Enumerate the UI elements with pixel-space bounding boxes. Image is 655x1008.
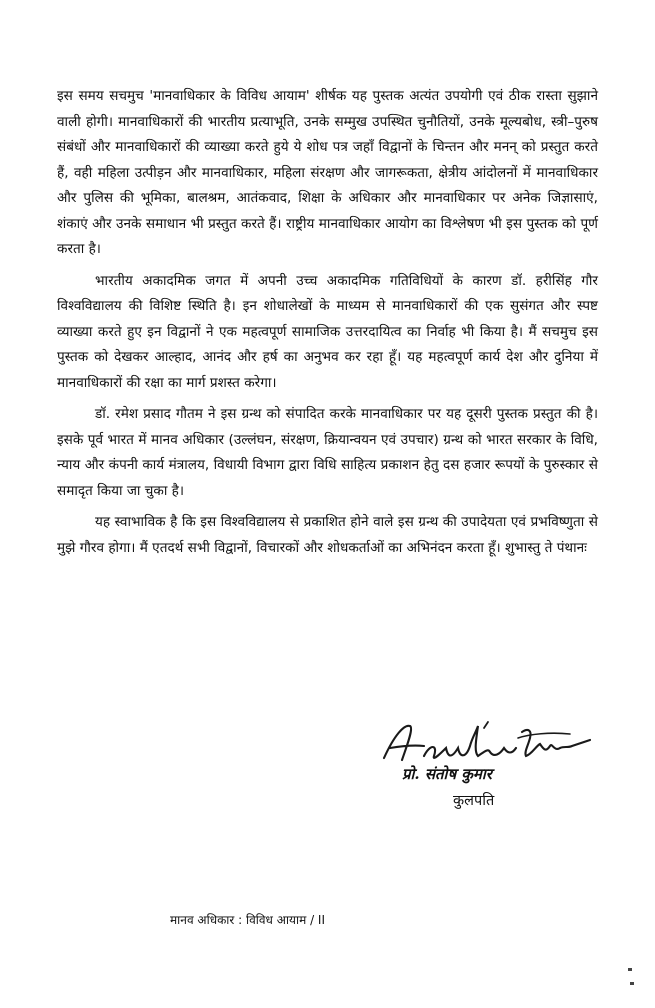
signature-block — [380, 718, 610, 809]
signer-name: प्रो. संतोष कुमार — [402, 765, 492, 783]
foreword-body — [57, 84, 598, 561]
paragraph-1: इस समय सचमुच 'मानवाधिकार के विविध आयाम' शीर्षक यह पुस्तक अत्यंत उपयोगी एवं ठीक रास्ता सुझाने वाली होगी। मानवाधिकारों की भारतीय प्रत्याभूति, उनके सम्मुख उपस्थित चुनौतियों, उनके मूल्यबोध, स्त्री–पुरुष संबंधों और मानवाधिकारों की व्याख्या करते हुये ये शोध पत्र जहाँ विद्वानों के चिन्तन और मनन् को प्रस्तुत करते हैं, वही महिला उत्पीड़न और मानवाधिकार, महिला संरक्षण और जागरूकता, क्षेत्रीय आंदोलनों में मानवाधिकार और पुलिस की भूमिका, बालश्रम, आतंकवाद, शिक्षा के अधिकार और मानवाधिकार पर अनेक जिज्ञासाएं, शंकाएं और उनके समाधान भी प्रस्तुत करते हैं। राष्ट्रीय मानवाधिकार आयोग का विश्लेषण भी इस पुस्तक को पूर्ण करता है। — [57, 88, 598, 257]
paragraph-4: यह स्वाभाविक है कि इस विश्वविद्यालय से प्रकाशित होने वाले इस ग्रन्थ की उपादेयता एवं प्रभविष्णुता से मुझे गौरव होगा। मैं एतदर्थ सभी विद्वानों, विचारकों और शोधकर्ताओं का अभिनंदन करता हूँ। शुभास्तु ते पंथानः — [57, 514, 598, 556]
paragraph-3: डॉ. रमेश प्रसाद गौतम ने इस ग्रन्थ को संपादित करके मानवाधिकार पर यह दूसरी पुस्तक प्रस्तुत की है। इसके पूर्व भारत में मानव अधिकार (उल्लंघन, संरक्षण, क्रियान्वयन एवं उपचार) ग्रन्थ को भारत सरकार के विधि, न्याय और कंपनी कार्य मंत्रालय, विधायी विभाग द्वारा विधि साहित्य प्रकाशन हेतु दस हजार रूपयों के पुरुस्कार से समादृत किया जा चुका है। — [57, 406, 598, 499]
scan-speck — [630, 982, 634, 985]
running-footer: मानव अधिकार : विविध आयाम / II — [170, 913, 326, 927]
paragraph-2: भारतीय अकादमिक जगत में अपनी उच्च अकादमिक गतिविधियों के कारण डॉ. हरीसिंह गौर विश्वविद्यालय की विशिष्ट स्थिति है। इन शोधालेखों के माध्यम से मानवाधिकारों की एक सुसंगत और स्पष्ट व्याख्या करते हुए इन विद्वानों ने एक महत्वपूर्ण सामाजिक उत्तरदायित्व का निर्वाह भी किया है। मैं सचमुच इस पुस्तक को देखकर आल्हाद, आनंद और हर्ष का अनुभव कर रहा हूँ। यह महत्वपूर्ण कार्य देश और दुनिया में मानवाधिकारों की रक्षा का मार्ग प्रशस्त करेगा। — [57, 272, 598, 391]
signer-title: कुलपति — [453, 793, 495, 809]
scan-speck — [628, 968, 632, 971]
